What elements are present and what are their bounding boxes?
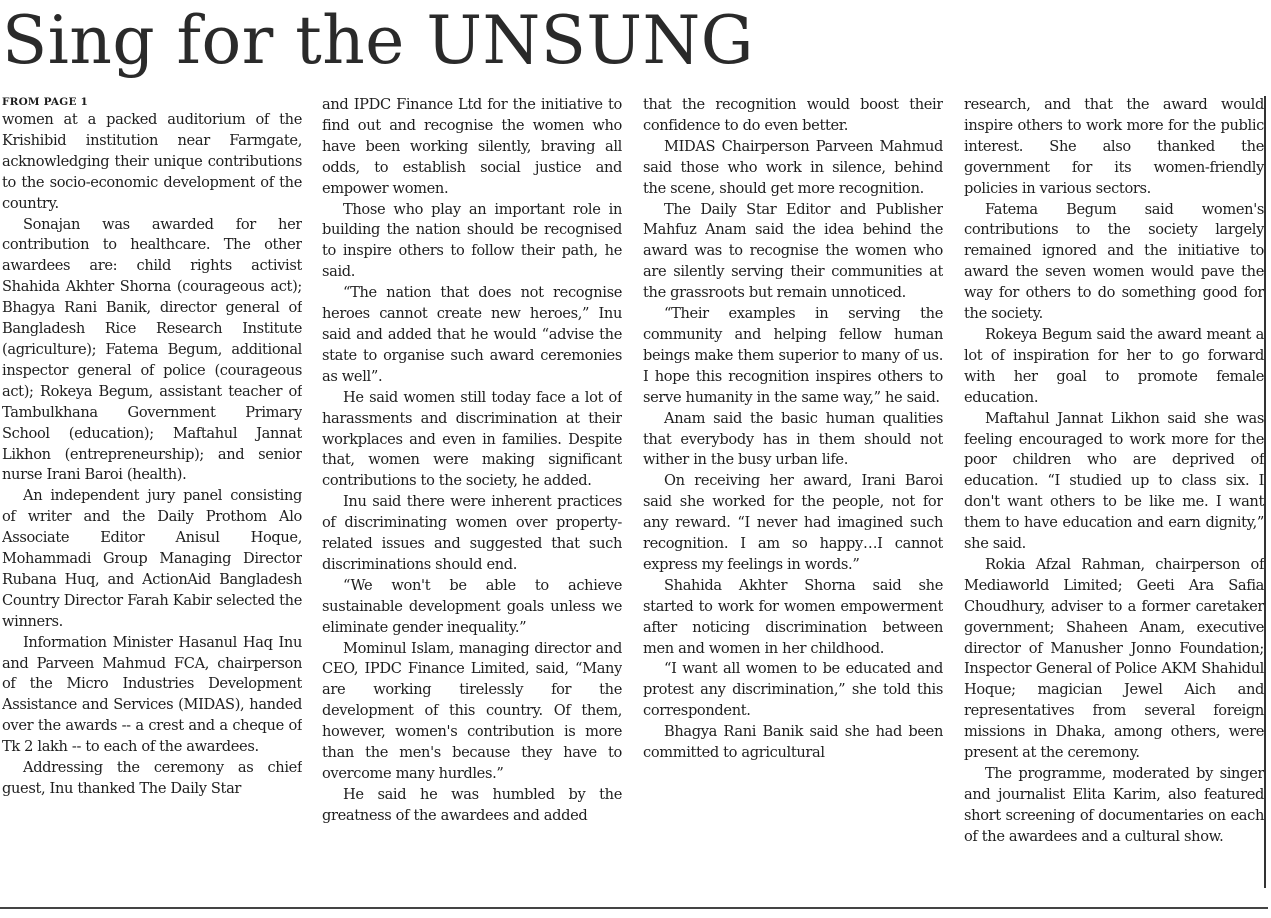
paragraph: and IPDC Finance Ltd for the initiative to find out and recognise the women who have been working silently, braving all odds, to establish social justice and empower women.: [322, 96, 622, 197]
paragraph: Shahida Akhter Shorna said she started to work for women empowerment after noticing discrimination between men and women in her childhood.: [643, 576, 943, 657]
paragraph: Anam said the basic human qualities that everybody has in them should not wither in the busy urban life.: [643, 409, 943, 469]
paragraph: Inu said there were inherent practices of discriminating women over property-related issues and suggested that such discriminations should end.: [322, 493, 622, 573]
paragraph: Mominul Islam, managing director and CEO, IPDC Finance Limited, said, “Many are working tirelessly for the development of this country. Of them, however, women's contribution is more than the men's because they have to overcome many hurdles.”: [322, 639, 622, 782]
paragraph: Those who play an important role in building the nation should be recognised to inspire others to follow their path, he said.: [322, 200, 622, 281]
article-column-3: [643, 95, 943, 895]
paragraph: research, and that the award would inspire others to work more for the public interest. She also thanked the government for its women-friendly policies in various sectors.: [964, 96, 1264, 197]
paragraph: The programme, moderated by singer and journalist Elita Karim, also featured short screening of documentaries on each of the awardees and a cultural show.: [964, 765, 1264, 845]
paragraph: The Daily Star Editor and Publisher Mahfuz Anam said the idea behind the award was to recognise the women who are silently serving their communities at the grassroots but remain unnoticed.: [643, 200, 943, 302]
article-column-1: [2, 95, 302, 895]
article-column-4: [964, 95, 1264, 895]
paragraph: Maftahul Jannat Likhon said she was feeling encouraged to work more for the poor children who are deprived of education. “I studied up to class six. I don't want others to be like me. I want them to have education and earn dignity,” she said.: [964, 409, 1264, 553]
paragraph: “I want all women to be educated and protest any discrimination,” she told this correspondent.: [643, 660, 943, 720]
paragraph: “Their examples in serving the community and helping fellow human beings make them superior to many of us. I hope this recognition inspires others to serve humanity in the same way,” he said.: [643, 305, 943, 406]
paragraph: An independent jury panel consisting of writer and the Daily Prothom Alo Associate Editor Anisul Hoque, Mohammadi Group Managing Director Rubana Huq, and ActionAid Bangladesh Country Director Farah Kabir selected the winners.: [2, 487, 302, 630]
continuation-kicker: FROM PAGE 1: [2, 96, 89, 108]
paragraph: Bhagya Rani Banik said she had been committed to agricultural: [643, 723, 943, 762]
article-column-2: [322, 95, 622, 895]
paragraph: Addressing the ceremony as chief guest, Inu thanked The Daily Star: [2, 759, 302, 797]
paragraph: Sonajan was awarded for her contribution to healthcare. The other awardees are: child rights activist Shahida Akhter Shorna (courageous act); Bhagya Rani Banik, director general of Bangladesh Rice Research Institute (agriculture); Fatema Begum, additional inspector general of police (courageous act); Rokeya Begum, assistant teacher of Tambulkhana Government Primary School (education); Maftahul Jannat Likhon (entrepreneurship); and senior nurse Irani Baroi (health).: [2, 215, 302, 484]
paragraph: that the recognition would boost their confidence to do even better.: [643, 96, 943, 134]
paragraph: Rokeya Begum said the award meant a lot of inspiration for her to go forward with her goal to promote female education.: [964, 325, 1264, 406]
paragraph: Information Minister Hasanul Haq Inu and Parveen Mahmud FCA, chairperson of the Micro Industries Development Assistance and Services (MIDAS), handed over the awards -- a crest and a cheque of Tk 2 lakh -- to each of the awardees.: [2, 633, 302, 756]
paragraph: He said he was humbled by the greatness of the awardees and added: [322, 785, 622, 824]
column-rule-right: [1264, 96, 1266, 888]
bottom-rule: [0, 907, 1268, 909]
paragraph: On receiving her award, Irani Baroi said she worked for the people, not for any reward. “I never had imagined such recognition. I am so happy…I cannot express my feelings in words.”: [643, 472, 943, 573]
headline: Sing for the UNSUNG: [2, 2, 754, 79]
paragraph: Fatema Begum said women's contributions to the society largely remained ignored and the initiative to award the seven women would pave the way for others to do something good for the society.: [964, 200, 1264, 323]
paragraph: “The nation that does not recognise heroes cannot create new heroes,” Inu said and added that he would “advise the state to organise such award ceremonies as well”.: [322, 284, 622, 385]
paragraph: “We won't be able to achieve sustainable development goals unless we eliminate gender inequality.”: [322, 576, 622, 636]
paragraph: women at a packed auditorium of the Krishibid institution near Farmgate, acknowledging their unique contributions to the socio-economic development of the country.: [2, 111, 302, 212]
paragraph: Rokia Afzal Rahman, chairperson of Mediaworld Limited; Geeti Ara Safia Choudhury, adviser to a former caretaker government; Shaheen Anam, executive director of Manusher Jonno Foundation; Inspector General of Police AKM Shahidul Hoque; magician Jewel Aich and representatives from several foreign missions in Dhaka, among others, were present at the ceremony.: [964, 555, 1264, 762]
paragraph: He said women still today face a lot of harassments and discrimination at their workplaces and even in families. Despite that, women were making significant contributions to the society, he added.: [322, 388, 622, 490]
paragraph: MIDAS Chairperson Parveen Mahmud said those who work in silence, behind the scene, should get more recognition.: [643, 137, 943, 197]
